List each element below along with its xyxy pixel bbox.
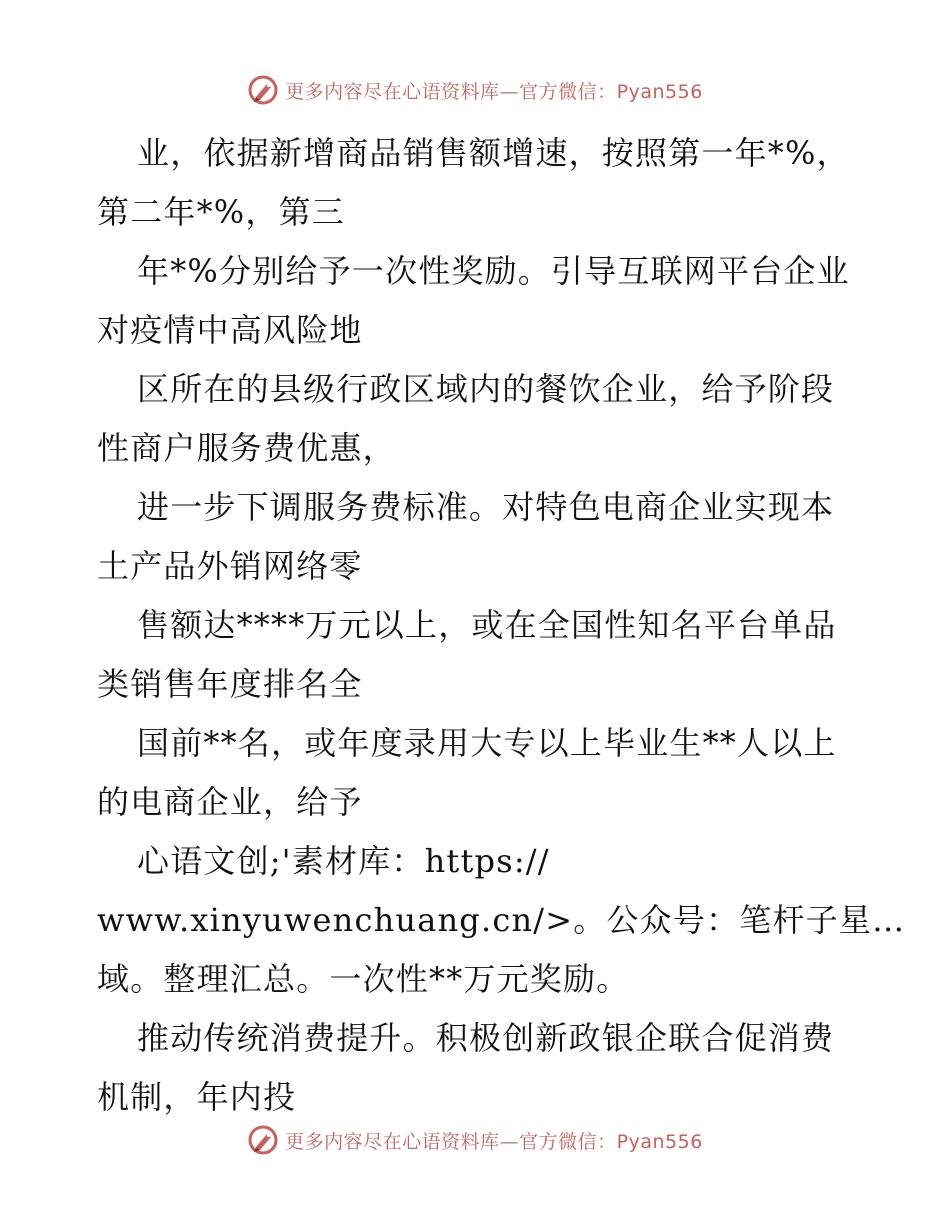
text-line: 心语文创;'素材库：https:// [137,842,550,880]
text-line: 第二年*%，第三 [97,193,346,231]
paragraph [97,124,857,242]
pen-nib-logo-icon [247,74,279,106]
footer-banner [0,1120,950,1160]
banner-text [285,1127,703,1154]
banner-contact: 官方微信：Pyan556 [519,1130,703,1153]
text-line: 土产品外销网络零 [97,547,363,585]
banner-title: 更多内容尽在心语资料库 [285,1130,500,1153]
text-line: 年*%分别给予一次性奖励。引导互联网平台企业 [137,252,850,290]
pen-nib-logo-icon [247,1124,279,1156]
paragraph [97,596,857,714]
paragraph [97,360,857,478]
paragraph [97,714,857,832]
text-line: 国前**名，或年度录用大专以上毕业生**人以上 [137,724,837,762]
banner-text [285,77,703,104]
text-line: 对疫情中高风险地 [97,311,363,349]
text-line: 进一步下调服务费标准。对特色电商企业实现本 [137,488,835,526]
banner-title: 更多内容尽在心语资料库 [285,80,500,103]
text-line: www.xinyuwenchuang.cn/>。公众号：笔杆子星… [97,901,906,939]
text-line: 的电商企业，给予 [97,783,363,821]
paragraph [97,1009,857,1127]
text-line: 推动传统消费提升。积极创新政银企联合促消费 [137,1019,835,1057]
paragraph [97,832,906,1009]
text-line: 域。整理汇总。一次性**万元奖励。 [97,960,630,998]
banner-contact: 官方微信：Pyan556 [519,80,703,103]
text-line: 售额达****万元以上，或在全国性知名平台单品 [137,606,837,644]
text-line: 区所在的县级行政区域内的餐饮企业，给予阶段 [137,370,835,408]
text-line: 类销售年度排名全 [97,665,363,703]
document-body [97,124,906,1127]
text-line: 机制，年内投 [97,1078,297,1116]
header-banner [0,70,950,110]
text-line: 业，依据新增商品销售额增速，按照第一年*%， [137,134,850,172]
text-line: 性商户服务费优惠， [97,429,396,467]
paragraph [97,478,857,596]
banner-dash: — [499,1130,520,1153]
paragraph [97,242,857,360]
banner-dash: — [499,80,520,103]
